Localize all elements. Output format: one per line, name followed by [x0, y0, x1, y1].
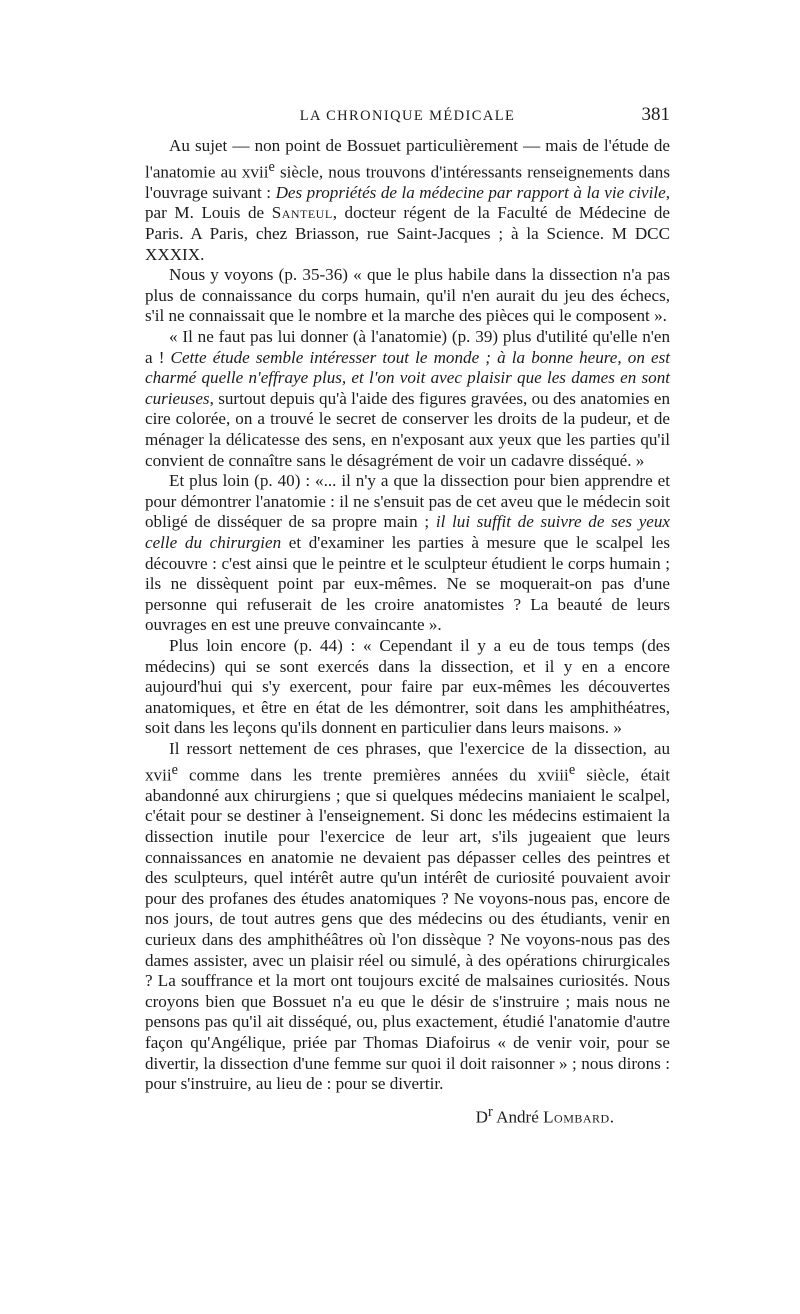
p6-text-a: Il ressort nettement de ces phrases, que l'exercice de la dissection, au xvii — [145, 738, 670, 785]
p1-text-a: Au sujet — non point de Bossuet particulièrement — mais de l'étude de l'anatomie au xvii — [145, 136, 670, 182]
p6-superscript-1: e — [171, 761, 178, 778]
book-title: Des propriétés de la médecine par rapport à la vie civile — [275, 182, 666, 202]
p3-text-b: , surtout depuis qu'à l'aide des figures gravées, ou des anatomies en cire colorée, on a trouvé le secret de conserver les droits de la pudeur, et de ménager la délicatesse des sens, en n'exposant aux yeux que les parties qu'il convient de connaître sans le désagrément de voir un cadavre disséqué. » — [145, 388, 670, 470]
signature-last-name: Lombard — [543, 1107, 610, 1127]
paragraph-3 — [145, 327, 670, 471]
signature-end: . — [609, 1107, 614, 1127]
p3-text-a: « Il ne faut pas lui donner (à l'anatomie) (p. 39) plus d'utilité qu'elle n'en a ! — [145, 327, 670, 367]
p4-text-b: et d'examiner les parties à mesure que le scalpel les découvre : c'est ainsi que le peintre et le sculpteur étudient le corps humain ; ils ne dissèquent point par eux-mêmes. Ne se moquerait-on pas d'une personne qui refuserait de les croire anatomistes ? La beauté de leurs ouvrages en est une preuve convaincante ». — [145, 532, 670, 635]
signature-first-name: André — [492, 1107, 544, 1127]
p4-text-a: Et plus loin (p. 40) : «... il n'y a que la dissection pour bien apprendre et pour démontrer l'anatomie : il ne s'ensuit pas de cet aveu que le médecin soit obligé de disséquer de sa propre main ; — [145, 471, 670, 532]
p3-italic-quote: Cette étude semble intéresser tout le monde ; à la bonne heure, on est charmé quelle n'effraye plus, et l'on voit avec plaisir que les dames en sont curieuses — [145, 347, 670, 408]
author-name: Santeul — [271, 203, 333, 223]
p1-superscript: e — [268, 158, 275, 175]
running-title: LA CHRONIQUE MÉDICALE — [299, 108, 516, 124]
page-number: 381 — [641, 104, 670, 125]
p1-text-d: , docteur régent de la Faculté de Médecine de Paris. A Paris, chez Briasson, rue Saint-Jacques ; à la Science. M DCC XXXIX. — [145, 203, 670, 264]
paragraph-2: Nous y voyons (p. 35-36) « que le plus habile dans la dissection n'a pas plus de connaissance du corps humain, qu'il n'en aurait du jeu des échecs, s'il ne connaissait que le nombre et la marche des pièces qui le composent ». — [145, 265, 670, 326]
signature-prefix-sup: r — [488, 1103, 493, 1120]
paragraph-6 — [145, 739, 670, 1095]
signature — [145, 1102, 670, 1128]
p1-text-b: siècle, nous trouvons d'intéressants renseignements dans l'ouvrage suivant : — [145, 162, 670, 202]
paragraph-5: Plus loin encore (p. 44) : « Cependant il y a eu de tous temps (des médecins) qui se sont exercés dans la dissection, et il y en a encore aujourd'hui qui s'y exercent, pour faire par eux-mêmes les découvertes anatomiques, et être en état de les démontrer, soit dans les amphithéatres, soit dans les leçons qu'ils donnent en particulier dans leurs maisons. » — [145, 635, 670, 738]
p6-text-c: siècle, était abandonné aux chirurgiens ; que si quelques médecins maniaient le scalpel, c'était pour se destiner à l'enseignement. Si donc les médecins estimaient la dissection inutile pour l'exercice de leur art, s'ils jugeaient que leurs connaissances en anatomie ne devaient pas dépasser celles des peintres et des sculpteurs, quel intérêt autre qu'un intérêt de curiosité pouvaient avoir pour des profanes des études anatomiques ? Ne voyons-nous pas, encore de nos jours, de tout autres gens que des médecins ou des étudiants, venir en curieux dans des amphithéâtres où l'on dissèque ? Ne voyons-nous pas des dames assister, avec un plaisir réel ou simulé, à des opérations chirurgicales ? La souffrance et la mort ont toujours excité de malsaines curiosités. Nous croyons bien que Bossuet n'a eu que le désir de s'instruire ; mais nous ne pensons pas qu'il ait disséqué, ou, plus exactement, étudié l'anatomie d'autre façon qu'Angélique, priée par Thomas Diafoirus « de venir voir, pour se divertir, la dissection d'une femme sur quoi il doit raisonner » ; nous dirons : pour s'instruire, au lieu de : pour se divertir. — [145, 765, 670, 1094]
article-body — [145, 136, 670, 1128]
paragraph-4 — [145, 471, 670, 636]
p1-text-c: , par M. Louis de — [145, 182, 670, 223]
paragraph-1 — [145, 136, 670, 265]
running-head — [145, 104, 670, 128]
p6-superscript-2: e — [568, 761, 576, 778]
p6-text-b: comme dans les trente premières années du xviii — [177, 765, 569, 785]
signature-prefix: D — [475, 1107, 489, 1127]
p4-italic-quote: il lui suffit de suivre de ses yeux celle du chirurgien — [145, 512, 670, 552]
